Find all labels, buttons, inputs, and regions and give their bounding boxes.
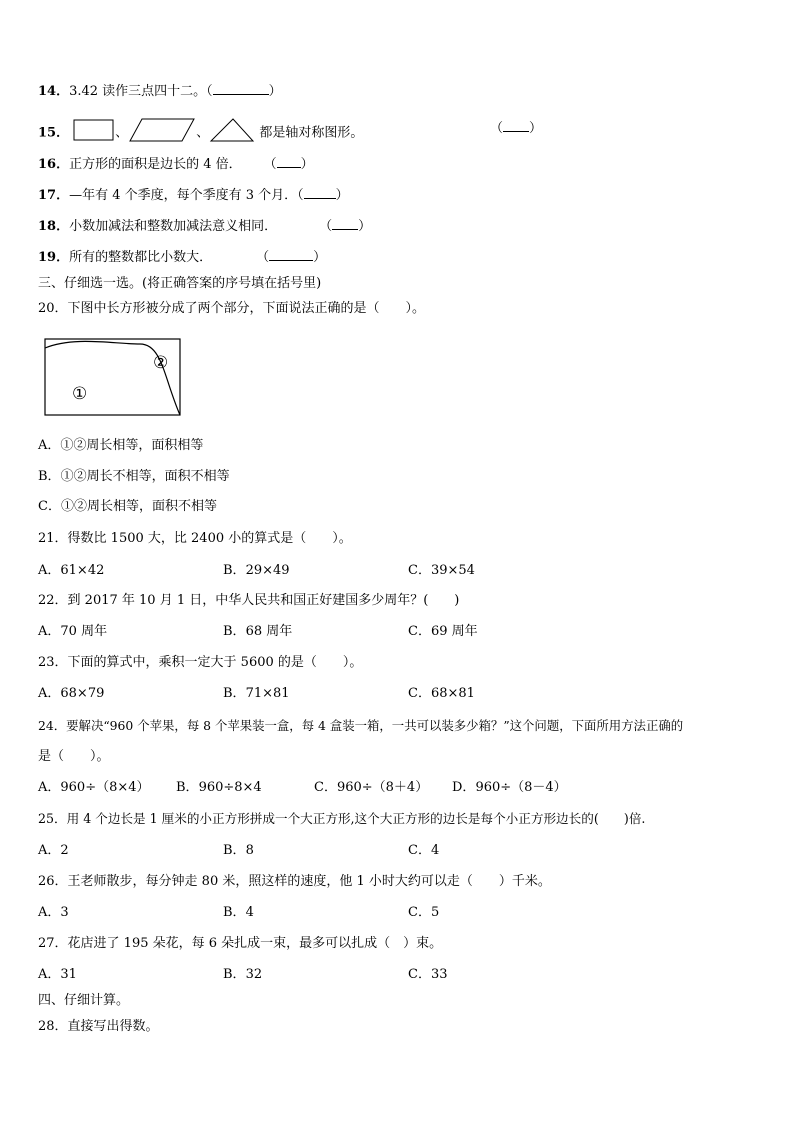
region-label-2: ② [153, 353, 169, 373]
square-figure [73, 118, 115, 148]
option-b[interactable]: B．8 [223, 843, 254, 858]
question-number: 17． [38, 188, 70, 203]
option-c[interactable]: C．①②周长相等，面积不相等 [38, 499, 217, 514]
option-a[interactable]: A．①②周长相等，面积相等 [38, 438, 204, 453]
option-b[interactable]: B．71×81 [223, 686, 290, 701]
option-b[interactable]: B．29×49 [223, 563, 290, 578]
option-d[interactable]: D．960÷（8－4） [452, 780, 567, 795]
question-20-stem: 20．下图中长方形被分成了两个部分，下面说法正确的是（ ）。 [38, 301, 426, 316]
question-number: 14． [38, 84, 70, 99]
option-a[interactable]: A．70 周年 [38, 624, 108, 639]
answer-blank[interactable] [503, 119, 529, 132]
option-a[interactable]: A．61×42 [38, 563, 105, 578]
option-c[interactable]: C．69 周年 [408, 624, 478, 639]
answer-blank[interactable] [213, 82, 269, 95]
question-14: 14．3.42 读作三点四十二。（ ） [38, 84, 282, 99]
section-heading-3: 三、仔细选一选。(将正确答案的序号填在括号里) [38, 276, 322, 291]
question-number: 15． [38, 125, 70, 141]
question-18: 18．小数加减法和整数加减法意义相同． （ ） [38, 219, 372, 234]
answer-paren: （ ） [490, 121, 543, 136]
option-b[interactable]: B．①②周长不相等，面积不相等 [38, 469, 230, 484]
answer-blank[interactable] [269, 248, 313, 261]
question-text: 正方形的面积是边长的 4 倍． [69, 157, 242, 172]
option-c[interactable]: C．5 [408, 905, 440, 920]
question-24-stem-line2: 是（ ）。 [38, 749, 110, 764]
option-a[interactable]: A．3 [38, 905, 69, 920]
rectangle-outline [45, 339, 180, 415]
section-heading-4: 四、仔细计算。 [38, 993, 130, 1008]
answer-blank[interactable] [277, 155, 301, 168]
question-15: 15． 、 、 都是轴对称图形。 [38, 117, 363, 149]
option-b[interactable]: B．32 [223, 967, 263, 982]
question-text: 3.42 读作三点四十二。（ [69, 84, 213, 99]
question-23-stem: 23．下面的算式中，乘积一定大于 5600 的是（ ）。 [38, 655, 363, 670]
question-21-stem: 21．得数比 1500 大，比 2400 小的算式是（ ）。 [38, 531, 352, 546]
question-28-stem: 28．直接写出得数。 [38, 1019, 159, 1034]
option-c[interactable]: C．68×81 [408, 686, 475, 701]
question-26-stem: 26．王老师散步，每分钟走 80 米，照这样的速度，他 1 小时大约可以走（ ）千米。 [38, 874, 551, 889]
triangle-figure [209, 117, 255, 149]
option-b[interactable]: B．960÷8×4 [176, 780, 262, 795]
option-a[interactable]: A．68×79 [38, 686, 105, 701]
region-label-1: ① [72, 384, 88, 404]
question-text: 所有的整数都比小数大． [69, 250, 213, 265]
question-22-stem: 22．到 2017 年 10 月 1 日，中华人民共和国正好建国多少周年？( ) [38, 593, 460, 608]
option-b[interactable]: B．68 周年 [223, 624, 293, 639]
question-text: —年有 4 个季度，每个季度有 3 个月．（ [69, 188, 304, 203]
answer-blank[interactable] [304, 186, 336, 199]
answer-blank[interactable] [332, 217, 358, 230]
question-number: 16． [38, 157, 70, 172]
question-25-stem: 25．用 4 个边长是 1 厘米的小正方形拼成一个大正方形,这个大正方形的边长是每个小正方形边长的( )倍. [38, 811, 646, 826]
option-a[interactable]: A．960÷（8×4） [38, 780, 150, 795]
option-c[interactable]: C．960÷（8＋4） [314, 780, 429, 795]
option-a[interactable]: A．2 [38, 843, 69, 858]
question-text: 小数加减法和整数加减法意义相同． [69, 219, 278, 234]
question-number: 19． [38, 250, 70, 265]
option-b[interactable]: B．4 [223, 905, 254, 920]
parallelogram-figure [128, 117, 196, 149]
question-27-stem: 27．花店进了 195 朵花，每 6 朵扎成一束，最多可以扎成（ ）束。 [38, 936, 443, 951]
question-16: 16．正方形的面积是边长的 4 倍． （ ） [38, 157, 314, 172]
question-text: 都是轴对称图形。 [259, 125, 364, 141]
option-c[interactable]: C．39×54 [408, 563, 475, 578]
option-c[interactable]: C．33 [408, 967, 448, 982]
question-19: 19．所有的整数都比小数大． （ ） [38, 250, 327, 265]
option-a[interactable]: A．31 [38, 967, 77, 982]
option-c[interactable]: C．4 [408, 843, 440, 858]
question-17: 17．—年有 4 个季度，每个季度有 3 个月．（ ） [38, 188, 349, 203]
rectangle-figure [44, 338, 184, 422]
question-number: 18． [38, 219, 70, 234]
question-24-stem-line1: 24．要解决“960 个苹果，每 8 个苹果装一盒，每 4 盒装一箱，一共可以装多少箱？”这个问题，下面所用方法正确的 [38, 718, 684, 733]
